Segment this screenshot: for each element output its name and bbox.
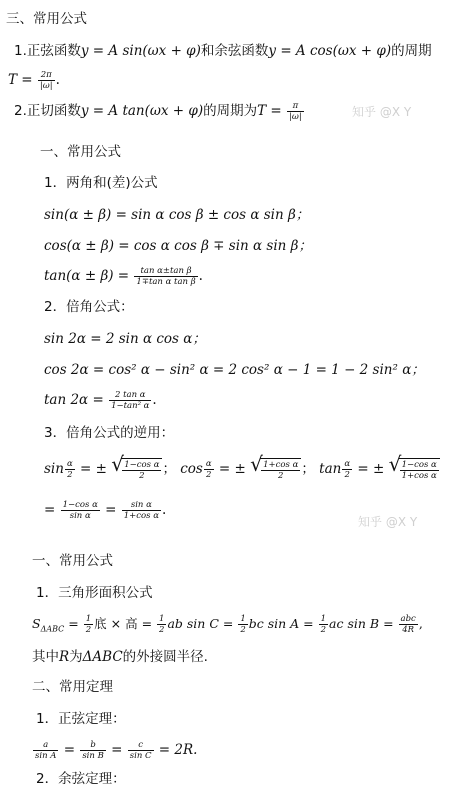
formula-tan-sum — [44, 266, 203, 287]
subtitle-half-angle: 3．倍角公式的逆用： — [44, 425, 175, 441]
formula-half-angle — [44, 458, 440, 481]
formula-cos-sum: cos(α ± β) = cos α cos β ∓ sin α sin β； — [44, 238, 312, 254]
math: R — [59, 649, 70, 665]
subtitle-sine-law: 1．正弦定理： — [36, 711, 126, 727]
fraction: $\frac{1}{2}$ — [320, 614, 327, 635]
period: . — [161, 502, 167, 518]
fraction: √ $\frac{\text{1−cos α}}{\text{1+cos α}}$ — [401, 460, 437, 481]
math: T = — [8, 72, 33, 88]
watermark-top: 知乎 @X Y — [352, 105, 412, 119]
subtitle-triangle-area: 1．三角形面积公式 — [36, 585, 153, 601]
formula-period-tan — [14, 101, 305, 122]
math: = — [63, 742, 76, 758]
math: = ± — [80, 461, 107, 477]
math: = 2R. — [158, 742, 198, 758]
sqrt — [389, 458, 440, 481]
math: T = — [257, 103, 282, 119]
formula-tan-double — [44, 390, 157, 411]
math: bc sin A = — [248, 616, 314, 631]
section-title-1: 一、常用公式 — [40, 144, 121, 160]
math: ΔABC — [82, 649, 123, 665]
subscript: ΔABC — [40, 624, 65, 634]
fraction: $\frac{1}{2}$ — [85, 614, 92, 635]
section-title-2: 二、常用定理 — [32, 679, 113, 695]
math: S — [32, 616, 41, 631]
math: y = A tan(ωx + φ) — [80, 103, 204, 119]
fraction: √ $\frac{\text{1+cos α}}{2}$ — [263, 460, 299, 481]
fraction: $\frac{\text{abc}}{4R}$ — [400, 614, 416, 635]
fraction: $\frac{c}{\text{sin C}}$ — [129, 740, 152, 761]
fraction: $\frac{\text{2 tan α}}{\text{1−tan² α}}$ — [111, 390, 150, 411]
period: . — [55, 72, 60, 88]
fraction: $\frac{2\pi}{|\omega|}$ — [39, 70, 53, 91]
text: 2.正切函数 — [14, 103, 81, 119]
fraction: $\frac{\alpha}{2}$ — [66, 459, 73, 480]
formula-period-T — [8, 70, 60, 91]
fraction: $\frac{\alpha}{2}$ — [344, 459, 351, 480]
math: sin — [44, 461, 64, 477]
math: = — [44, 502, 56, 518]
fraction: $\frac{\text{1−cos α}}{\text{sin α}}$ — [62, 500, 98, 521]
comma: , — [418, 616, 423, 631]
math: tan(α ± β) = — [44, 268, 130, 284]
subtitle-sum-difference: 1．两角和(差)公式 — [44, 175, 158, 191]
math: = — [105, 502, 117, 518]
formula-sin-double: sin 2α = 2 sin α cos α； — [44, 331, 206, 347]
math: = ± — [357, 461, 385, 477]
fraction: $\frac{\alpha}{2}$ — [205, 459, 212, 480]
formula-sin-sum: sin(α ± β) = sin α cos β ± cos α sin β； — [44, 207, 310, 223]
math: ac sin B = — [329, 616, 394, 631]
math: ab sin C = — [167, 616, 234, 631]
text: 其中 — [32, 649, 59, 665]
fraction: $\frac{a}{\text{sin A}}$ — [35, 740, 57, 761]
text: 和余弦函数 — [200, 43, 269, 59]
text: 的外接圆半径. — [122, 649, 208, 665]
text: 的周期 — [391, 43, 432, 59]
fraction: $\frac{\text{tan α±tan β}}{\text{1∓tan α tan β}}$ — [136, 266, 196, 287]
subtitle-cosine-law: 2．余弦定理： — [36, 771, 126, 787]
math: cos — [180, 461, 203, 477]
separator: ； — [162, 461, 176, 477]
math: tan — [319, 461, 342, 477]
sqrt — [111, 458, 162, 481]
separator: ； — [301, 461, 315, 477]
math: tan 2α = — [44, 392, 104, 408]
text: 为 — [69, 649, 83, 665]
section-title-3: 三、常用公式 — [6, 11, 87, 27]
sqrt — [250, 458, 301, 481]
period: . — [152, 392, 157, 408]
math: y = A cos(ωx + φ) — [268, 43, 392, 59]
fraction: $\frac{1}{2}$ — [240, 614, 246, 635]
subtitle-double-angle: 2．倍角公式： — [44, 299, 134, 315]
fraction: $\frac{1}{2}$ — [159, 614, 165, 635]
note-circumradius — [32, 648, 208, 666]
fraction: $\frac{\text{sin α}}{\text{1+cos α}}$ — [123, 500, 159, 521]
formula-triangle-area — [32, 614, 423, 639]
formula-cos-double: cos 2α = cos² α − sin² α = 2 cos² α − 1 = 1 − 2 sin² α； — [44, 362, 425, 378]
math: = — [68, 616, 79, 631]
period: . — [198, 268, 203, 284]
math: = ± — [218, 461, 246, 477]
text: 1.正弦函数 — [14, 43, 81, 59]
formula-sine-law — [32, 740, 197, 761]
text: 底 × 高 — [94, 616, 138, 631]
watermark-middle: 知乎 @X Y — [358, 515, 418, 529]
text: 的周期为 — [203, 103, 258, 119]
math: = — [141, 616, 153, 631]
formula-tan-half-continued — [44, 500, 166, 521]
section-title-1b: 一、常用公式 — [32, 553, 113, 569]
math: = — [111, 742, 123, 758]
fraction: $\frac{\pi}{|\omega|}$ — [289, 101, 302, 122]
fraction: √ $\frac{\text{1−cos α}}{2}$ — [124, 460, 160, 481]
math: y = A sin(ωx + φ) — [80, 43, 201, 59]
fraction: $\frac{b}{\text{sin B}}$ — [82, 740, 104, 761]
formula-period-sincos — [14, 42, 432, 60]
